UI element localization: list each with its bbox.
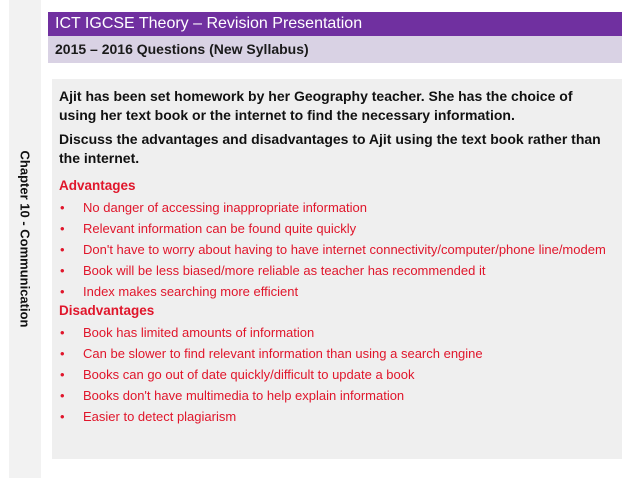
chapter-label: Chapter 10 - Communication: [17, 150, 33, 328]
content-panel: [52, 79, 622, 459]
bullet-icon: •: [60, 284, 65, 299]
question-text-2: Discuss the advantages and disadvantages to Ajit using the text book rather than the internet.: [59, 131, 601, 166]
presentation-title: ICT IGCSE Theory – Revision Presentation: [48, 12, 622, 36]
list-item: [59, 387, 612, 404]
list-item-text: Index makes searching more efficient: [83, 284, 299, 299]
list-item: [59, 324, 612, 341]
list-item-text: Book will be less biased/more reliable as teacher has recommended it: [83, 263, 486, 278]
bullet-icon: •: [60, 409, 65, 424]
list-item-text: Easier to detect plagiarism: [83, 409, 237, 424]
list-item: [59, 241, 612, 258]
bullet-icon: •: [60, 242, 65, 257]
disadvantages-list: [59, 324, 612, 425]
bullet-icon: •: [60, 388, 65, 403]
list-item-text: Books can go out of date quickly/difficult to update a book: [83, 367, 415, 382]
bullet-icon: •: [60, 200, 65, 215]
list-item: [59, 220, 612, 237]
list-item-text: No danger of accessing inappropriate information: [83, 200, 368, 215]
list-item: [59, 283, 612, 300]
questions-subtitle: 2015 – 2016 Questions (New Syllabus): [48, 36, 622, 63]
list-item-text: Relevant information can be found quite quickly: [83, 221, 357, 236]
list-item-text: Books don't have multimedia to help explain information: [83, 388, 405, 403]
list-item-text: Book has limited amounts of information: [83, 325, 315, 340]
list-item: [59, 408, 612, 425]
list-item: [59, 366, 612, 383]
bullet-icon: •: [60, 221, 65, 236]
bullet-icon: •: [60, 325, 65, 340]
list-item-text: Don't have to worry about having to have internet connectivity/computer/phone line/modem: [83, 242, 606, 257]
advantages-list: [59, 199, 612, 300]
disadvantages-heading: Disadvantages: [59, 303, 155, 318]
advantages-heading: Advantages: [59, 178, 136, 193]
bullet-icon: •: [60, 346, 65, 361]
list-item: [59, 345, 612, 362]
list-item: [59, 262, 612, 279]
bullet-icon: •: [60, 367, 65, 382]
list-item-text: Can be slower to find relevant information than using a search engine: [83, 346, 483, 361]
question-text-1: Ajit has been set homework by her Geography teacher. She has the choice of using her text book or the internet to find the necessary information.: [59, 88, 573, 123]
bullet-icon: •: [60, 263, 65, 278]
list-item: [59, 199, 612, 216]
